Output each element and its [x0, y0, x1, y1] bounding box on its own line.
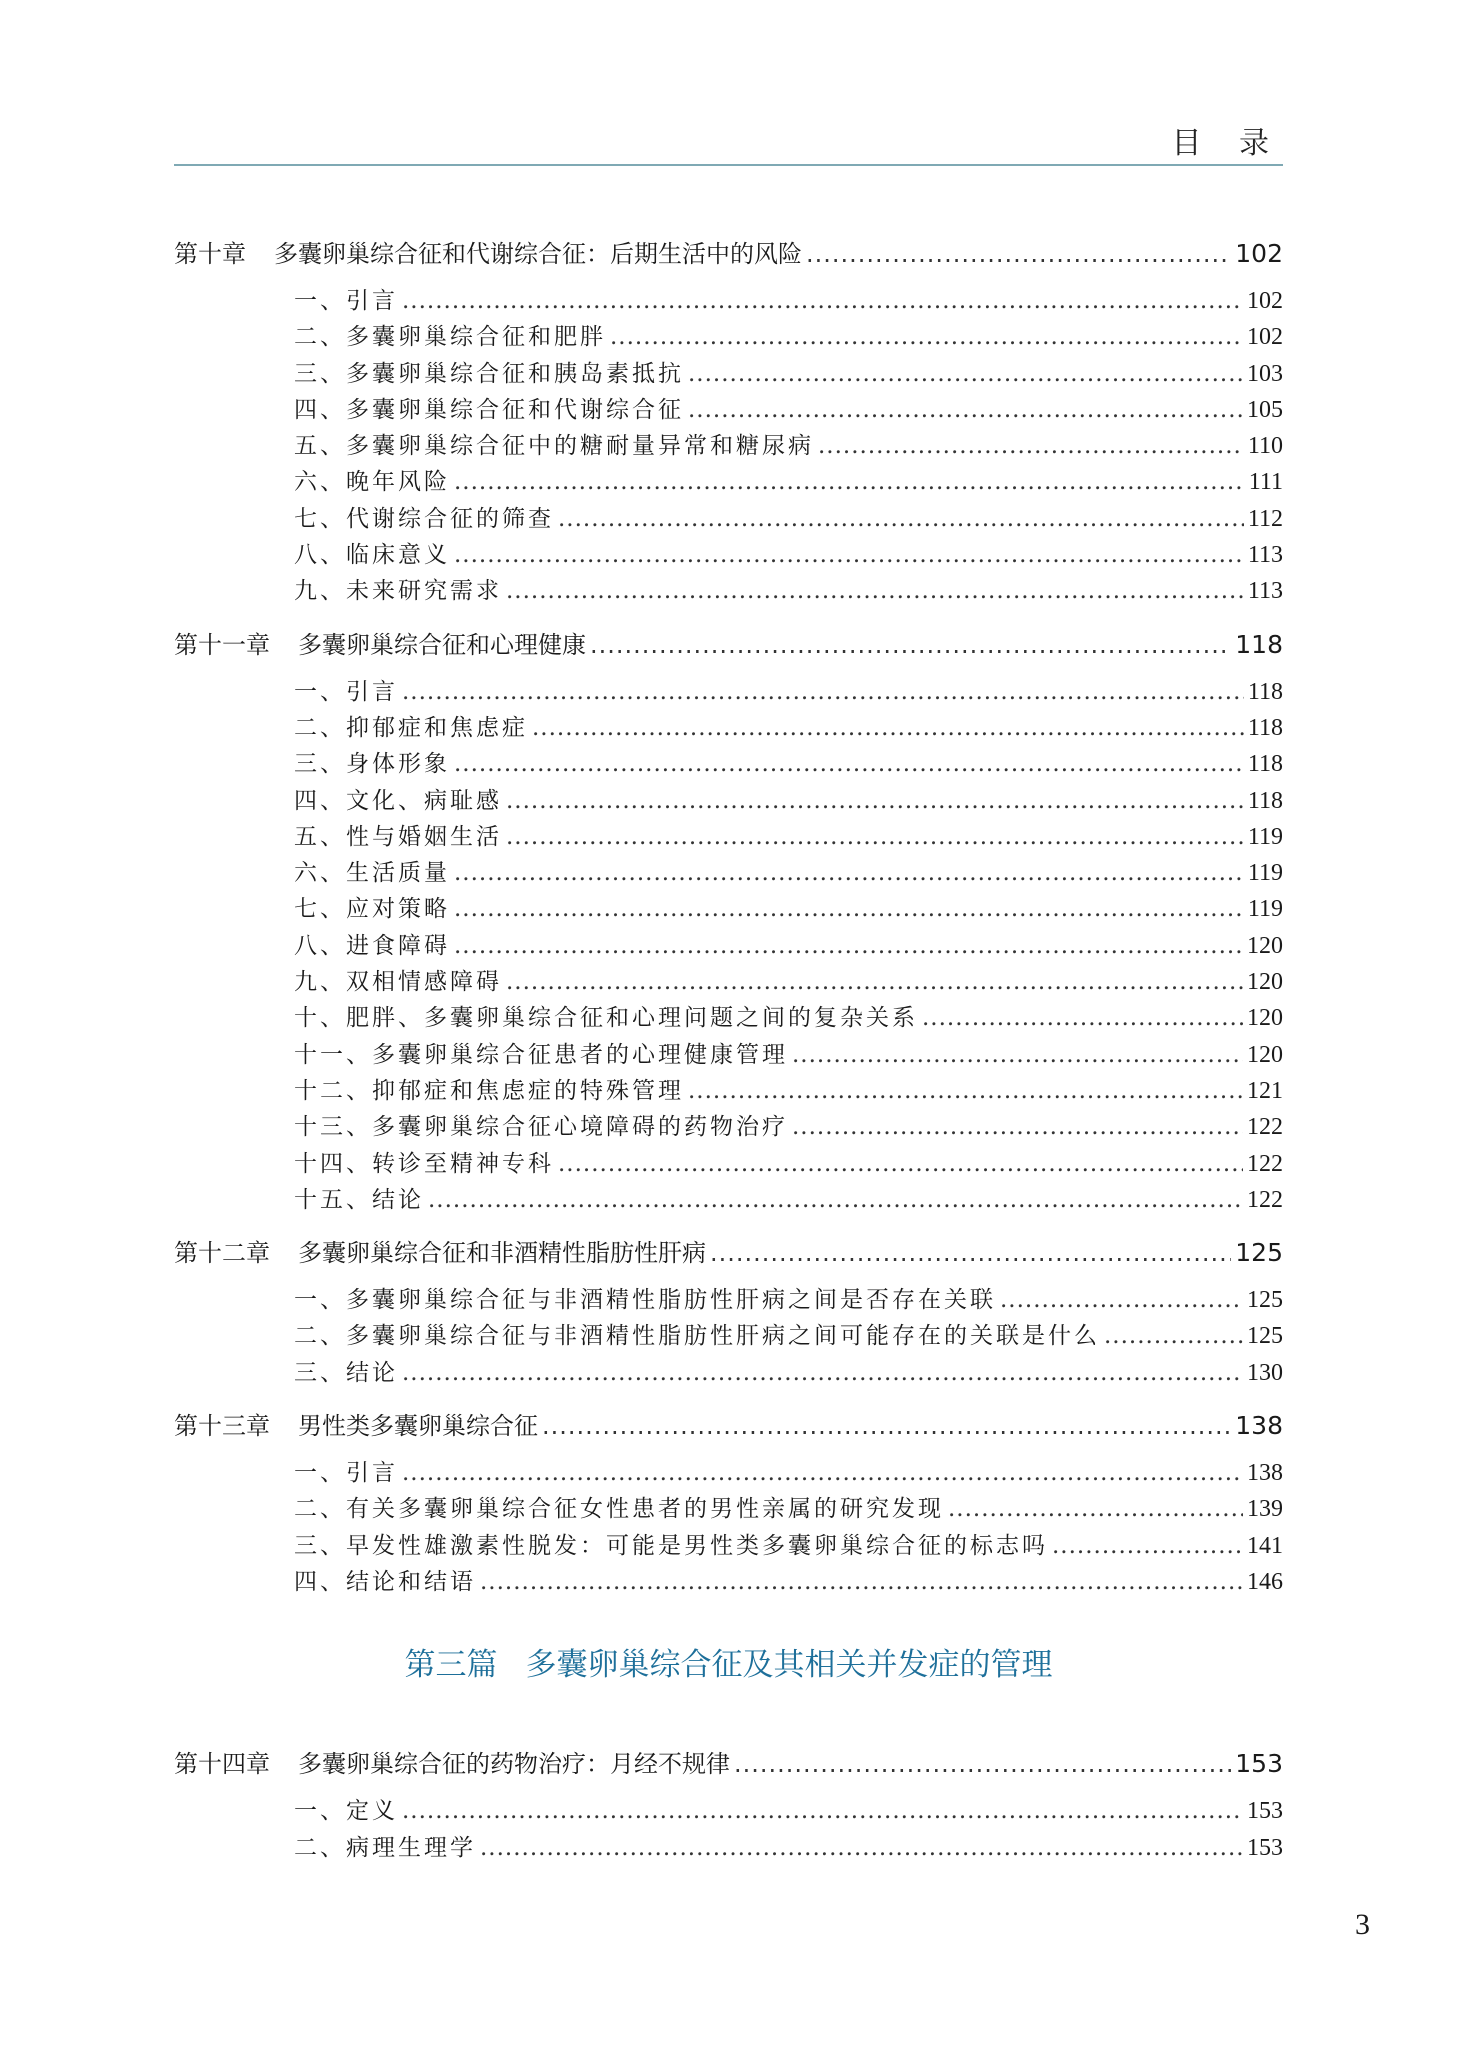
chapter-page: 102 [1235, 239, 1283, 268]
section-title: 二、病理生理学 [294, 1834, 476, 1861]
chapter-number: 第十三章 [174, 1412, 270, 1441]
section-page: 122 [1247, 1150, 1283, 1177]
dot-leader [532, 715, 1244, 741]
section-title: 一、引言 [294, 288, 398, 314]
toc-section-entry[interactable] [174, 999, 1283, 1035]
section-page: 105 [1247, 396, 1283, 423]
dot-leader [506, 969, 1243, 995]
dot-leader [454, 860, 1244, 886]
dot-leader [1104, 1323, 1243, 1349]
toc-section-entry[interactable] [174, 391, 1283, 427]
section-title: 二、有关多囊卵巢综合征女性患者的男性亲属的研究发现 [294, 1496, 944, 1523]
section-title: 九、双相情感障碍 [294, 969, 502, 996]
section-title: 五、性与婚姻生活 [294, 823, 502, 850]
table-of-contents [174, 230, 1283, 1877]
chapter-title-text: 多囊卵巢综合征和代谢综合征：后期生活中的风险 [274, 240, 802, 268]
toc-section-entry[interactable] [174, 745, 1283, 781]
dot-leader [1000, 1287, 1243, 1313]
section-page: 118 [1247, 787, 1283, 814]
section-page: 141 [1247, 1532, 1283, 1559]
dot-leader [542, 1412, 1231, 1440]
header-rule [174, 164, 1283, 166]
section-page: 125 [1247, 1323, 1283, 1350]
dot-leader [688, 397, 1243, 423]
section-title: 四、结论和结语 [294, 1568, 476, 1595]
toc-chapter-entry[interactable] [174, 1406, 1283, 1444]
section-page: 120 [1247, 932, 1283, 959]
section-title: 九、未来研究需求 [294, 578, 502, 605]
section-title: 四、文化、病耻感 [294, 787, 502, 814]
chapter-page: 118 [1235, 629, 1283, 659]
page-number: 3 [1355, 1908, 1370, 1941]
dot-leader [402, 1798, 1243, 1824]
dot-leader [792, 1042, 1243, 1068]
dot-leader [454, 896, 1244, 922]
part-heading [174, 1639, 1283, 1684]
dot-leader [806, 240, 1231, 268]
toc-section-entry[interactable] [174, 463, 1283, 499]
section-title: 二、多囊卵巢综合征和肥胖 [294, 324, 606, 351]
section-title: 七、代谢综合征的筛查 [294, 505, 554, 532]
toc-section-entry[interactable] [174, 963, 1283, 999]
toc-section-entry[interactable] [174, 709, 1283, 745]
toc-section-entry[interactable] [174, 427, 1283, 463]
toc-section-entry[interactable] [174, 1792, 1283, 1828]
section-page: 103 [1247, 360, 1283, 387]
section-title: 三、早发性雄激素性脱发：可能是男性类多囊卵巢综合征的标志吗 [294, 1532, 1048, 1559]
part-number: 第三篇 [404, 1647, 498, 1684]
chapter-page: 125 [1235, 1238, 1283, 1268]
toc-section-entry[interactable] [174, 318, 1283, 354]
dot-leader [454, 542, 1244, 568]
chapter-title [174, 625, 586, 660]
toc-section-entry[interactable] [174, 1317, 1283, 1353]
section-title: 二、抑郁症和焦虑症 [294, 714, 528, 741]
section-page: 120 [1247, 1041, 1283, 1068]
section-page: 122 [1247, 1114, 1283, 1141]
section-page: 113 [1247, 542, 1283, 569]
section-page: 125 [1247, 1287, 1283, 1314]
section-page: 146 [1247, 1568, 1283, 1595]
toc-section-entry[interactable] [174, 1454, 1283, 1490]
dot-leader [506, 788, 1244, 814]
chapter-title [174, 1406, 538, 1441]
chapter-title-text: 男性类多囊卵巢综合征 [298, 1412, 538, 1441]
toc-section-entry[interactable] [174, 500, 1283, 536]
toc-section-entry[interactable] [174, 782, 1283, 818]
section-page: 102 [1247, 324, 1283, 351]
chapter-title-text: 多囊卵巢综合征的药物治疗：月经不规律 [298, 1750, 730, 1779]
chapter-title-text: 多囊卵巢综合征和心理健康 [298, 630, 586, 659]
toc-chapter-entry[interactable] [174, 1233, 1283, 1271]
section-title: 四、多囊卵巢综合征和代谢综合征 [294, 396, 684, 423]
section-page: 110 [1247, 433, 1283, 460]
chapter-number: 第十一章 [174, 630, 270, 659]
section-title: 一、多囊卵巢综合征与非酒精性脂肪性肝病之间是否存在关联 [294, 1287, 996, 1314]
section-page: 118 [1247, 751, 1283, 778]
section-page: 119 [1247, 823, 1283, 850]
section-page: 118 [1247, 714, 1283, 741]
toc-section-entry[interactable] [174, 1281, 1283, 1317]
section-page: 118 [1247, 678, 1283, 705]
dot-leader [402, 1360, 1243, 1386]
toc-section-entry[interactable] [174, 890, 1283, 926]
toc-section-entry[interactable] [174, 1829, 1283, 1865]
section-page: 111 [1248, 469, 1283, 496]
section-title: 三、身体形象 [294, 751, 450, 778]
toc-section-entry[interactable] [174, 1563, 1283, 1599]
section-title: 一、引言 [294, 678, 398, 705]
header-title: 目 录 [1171, 126, 1283, 161]
section-page: 130 [1247, 1359, 1283, 1386]
section-title: 六、生活质量 [294, 860, 450, 887]
dot-leader [710, 1239, 1231, 1267]
dot-leader [428, 1187, 1243, 1213]
toc-section-entry[interactable] [174, 1072, 1283, 1108]
section-title: 十一、多囊卵巢综合征患者的心理健康管理 [294, 1041, 788, 1068]
dot-leader [792, 1114, 1243, 1140]
toc-chapter-entry[interactable] [174, 1744, 1283, 1782]
toc-section-entry[interactable] [174, 1108, 1283, 1144]
chapter-title [174, 1744, 730, 1779]
dot-leader [454, 933, 1243, 959]
dot-leader [480, 1569, 1243, 1595]
section-title: 十三、多囊卵巢综合征心境障碍的药物治疗 [294, 1114, 788, 1141]
section-title: 八、进食障碍 [294, 932, 450, 959]
toc-section-entry[interactable] [174, 536, 1283, 572]
chapter-title [174, 234, 802, 269]
dot-leader [818, 433, 1244, 459]
toc-section-entry[interactable] [174, 1036, 1283, 1072]
section-title: 三、多囊卵巢综合征和胰岛素抵抗 [294, 360, 684, 387]
section-title: 十、肥胖、多囊卵巢综合征和心理问题之间的复杂关系 [294, 1005, 918, 1032]
dot-leader [506, 824, 1244, 850]
section-title: 六、晚年风险 [294, 469, 450, 496]
dot-leader [402, 1460, 1243, 1486]
toc-chapter-entry[interactable] [174, 625, 1283, 663]
toc-section-entry[interactable] [174, 282, 1283, 318]
section-page: 113 [1247, 578, 1283, 605]
toc-section-entry[interactable] [174, 1490, 1283, 1526]
dot-leader [948, 1496, 1243, 1522]
toc-section-entry[interactable] [174, 927, 1283, 963]
section-title: 二、多囊卵巢综合征与非酒精性脂肪性肝病之间可能存在的关联是什么 [294, 1323, 1100, 1350]
section-title: 十五、结论 [294, 1186, 424, 1213]
toc-section-entry[interactable] [174, 1145, 1283, 1181]
section-title: 一、定义 [294, 1798, 398, 1825]
section-page: 121 [1247, 1077, 1283, 1104]
dot-leader [402, 288, 1243, 314]
toc-group-a [174, 234, 1283, 1611]
section-title: 八、临床意义 [294, 542, 450, 569]
section-page: 119 [1247, 860, 1283, 887]
section-page: 122 [1247, 1186, 1283, 1213]
section-title: 五、多囊卵巢综合征中的糖耐量异常和糖尿病 [294, 433, 814, 460]
section-page: 120 [1247, 1005, 1283, 1032]
section-page: 139 [1247, 1496, 1283, 1523]
section-title: 十二、抑郁症和焦虑症的特殊管理 [294, 1077, 684, 1104]
part-title: 多囊卵巢综合征及其相关并发症的管理 [525, 1647, 1053, 1684]
section-page: 119 [1247, 896, 1283, 923]
dot-leader [402, 679, 1244, 705]
section-title: 十四、转诊至精神专科 [294, 1150, 554, 1177]
dot-leader [506, 578, 1244, 604]
dot-leader [558, 1151, 1243, 1177]
dot-leader [734, 1750, 1231, 1778]
toc-section-entry[interactable] [174, 572, 1283, 608]
chapter-number: 第十二章 [174, 1239, 270, 1268]
dot-leader [558, 506, 1244, 532]
section-title: 一、引言 [294, 1460, 398, 1487]
section-title: 三、结论 [294, 1359, 398, 1386]
section-page: 153 [1247, 1834, 1283, 1861]
section-page: 112 [1247, 505, 1283, 532]
toc-group-b [174, 1744, 1283, 1877]
toc-section-entry[interactable] [174, 854, 1283, 890]
toc-section-entry[interactable] [174, 818, 1283, 854]
section-page: 153 [1247, 1798, 1283, 1825]
toc-chapter-entry[interactable] [174, 234, 1283, 272]
dot-leader [610, 324, 1243, 350]
dot-leader [922, 1005, 1243, 1031]
dot-leader [454, 751, 1244, 777]
section-page: 138 [1247, 1460, 1283, 1487]
toc-section-entry[interactable] [174, 355, 1283, 391]
chapter-page: 153 [1235, 1749, 1283, 1779]
dot-leader [688, 361, 1243, 387]
dot-leader [688, 1078, 1243, 1104]
section-page: 120 [1247, 969, 1283, 996]
dot-leader [480, 1835, 1243, 1861]
chapter-title [174, 1233, 706, 1268]
section-title: 七、应对策略 [294, 896, 450, 923]
section-page: 102 [1247, 288, 1283, 314]
dot-leader [1052, 1533, 1243, 1559]
dot-leader [454, 469, 1245, 495]
chapter-page: 138 [1235, 1411, 1283, 1441]
chapter-number: 第十章 [174, 240, 246, 268]
toc-section-entry[interactable] [174, 673, 1283, 709]
chapter-title-text: 多囊卵巢综合征和非酒精性脂肪性肝病 [298, 1239, 706, 1268]
toc-section-entry[interactable] [174, 1354, 1283, 1390]
toc-section-entry[interactable] [174, 1527, 1283, 1563]
chapter-number: 第十四章 [174, 1750, 270, 1779]
dot-leader [590, 631, 1231, 659]
toc-section-entry[interactable] [174, 1181, 1283, 1217]
